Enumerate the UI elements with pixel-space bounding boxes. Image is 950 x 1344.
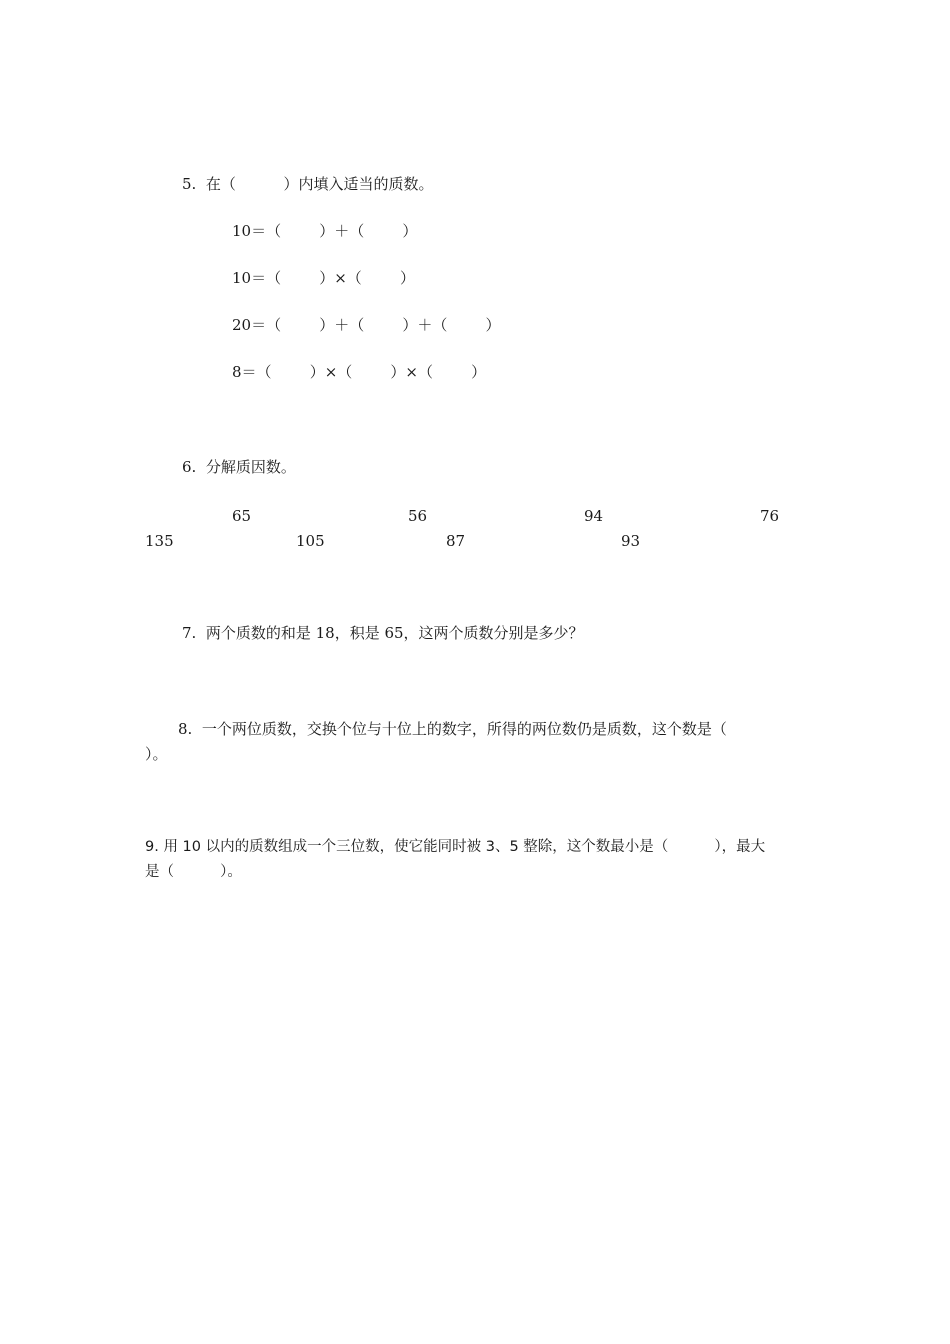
q9-line-2: 是（ ）。 (145, 864, 242, 880)
q6-number: 135 (145, 532, 174, 550)
q6-number: 94 (584, 507, 604, 525)
q6-number: 105 (296, 532, 325, 550)
q6-number: 65 (232, 507, 252, 525)
q7-text: 7. 两个质数的和是 18，积是 65，这两个质数分别是多少？ (182, 624, 584, 642)
q6-title: 6. 分解质因数。 (182, 458, 296, 476)
q6-number: 76 (760, 507, 780, 525)
q6-number: 87 (446, 532, 466, 550)
q5-line-1: 10＝（ ）＋（ ） (232, 222, 418, 240)
q5-line-3: 20＝（ ）＋（ ）＋（ ） (232, 316, 501, 334)
q6-number: 56 (408, 507, 428, 525)
q6-number: 93 (621, 532, 641, 550)
q5-line-2: 10＝（ ）×（ ） (232, 269, 415, 287)
q8-line-2: ）。 (145, 745, 168, 763)
q9-line-1: 9. 用 10 以内的质数组成一个三位数，使它能同时被 3、5 整除，这个数最小是（ ），最大 (145, 839, 766, 855)
q8-line-1: 8. 一个两位质数，交换个位与十位上的数字，所得的两位数仍是质数，这个数是（ (178, 720, 727, 738)
q5-title: 5. 在（ ）内填入适当的质数。 (182, 175, 434, 193)
q5-line-4: 8＝（ ）×（ ）×（ ） (232, 363, 487, 381)
